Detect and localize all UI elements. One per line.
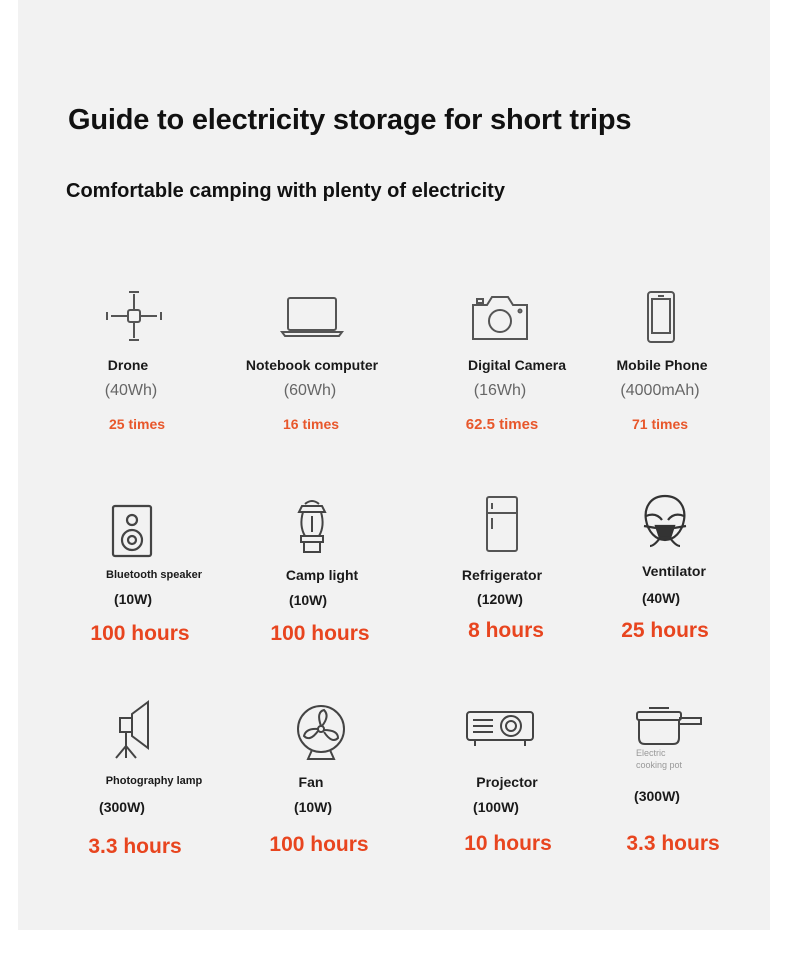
lantern-icon bbox=[277, 496, 347, 556]
usage-result: 3.3 hours bbox=[626, 832, 720, 855]
phone-icon bbox=[626, 287, 696, 347]
usage-result: 25 times bbox=[108, 416, 166, 432]
device-spec: (4000mAh) bbox=[620, 382, 700, 399]
usage-result: 100 hours bbox=[269, 833, 369, 856]
device-name: Fan bbox=[298, 774, 324, 790]
fan-icon bbox=[286, 702, 356, 762]
usage-result: 16 times bbox=[282, 416, 340, 432]
device-name: Refrigerator bbox=[461, 567, 543, 583]
device-name: Ventilator bbox=[642, 563, 706, 579]
drone-icon bbox=[99, 286, 169, 346]
device-name: Electric cooking pot bbox=[636, 748, 683, 770]
device-name: Notebook computer bbox=[245, 357, 379, 373]
device-spec: (10W) bbox=[293, 799, 333, 815]
device-name: Camp light bbox=[285, 567, 359, 583]
projector-icon bbox=[465, 700, 535, 760]
usage-result: 25 hours bbox=[621, 619, 709, 642]
device-spec: (300W) bbox=[634, 788, 680, 804]
device-spec: (60Wh) bbox=[283, 382, 337, 399]
device-spec: (16Wh) bbox=[473, 382, 527, 399]
device-name: Drone bbox=[107, 357, 149, 373]
device-name: Digital Camera bbox=[467, 357, 567, 373]
device-name: Photography lamp bbox=[105, 775, 203, 787]
usage-result: 71 times bbox=[631, 416, 689, 432]
device-spec: (40Wh) bbox=[104, 382, 158, 399]
page-title: Guide to electricity storage for short trips bbox=[68, 104, 632, 136]
device-spec: (120W) bbox=[477, 591, 523, 607]
device-spec: (100W) bbox=[473, 799, 519, 815]
device-spec: (10W) bbox=[288, 592, 328, 608]
ventilator-mask-icon bbox=[630, 490, 700, 550]
refrigerator-icon bbox=[467, 493, 537, 553]
device-spec: (300W) bbox=[99, 799, 145, 815]
camera-icon bbox=[465, 287, 535, 347]
device-spec: (40W) bbox=[641, 590, 681, 606]
usage-result: 100 hours bbox=[90, 622, 190, 645]
speaker-icon bbox=[97, 500, 167, 560]
device-name: Mobile Phone bbox=[616, 357, 708, 373]
device-name: Bluetooth speaker bbox=[106, 569, 202, 581]
device-spec: (10W) bbox=[113, 591, 153, 607]
laptop-icon bbox=[277, 288, 347, 348]
usage-result: 62.5 times bbox=[465, 416, 539, 433]
device-name: Projector bbox=[476, 774, 538, 790]
usage-result: 8 hours bbox=[468, 619, 544, 642]
usage-result: 10 hours bbox=[464, 832, 552, 855]
photography-lamp-icon bbox=[96, 700, 166, 760]
usage-result: 100 hours bbox=[270, 622, 370, 645]
usage-result: 3.3 hours bbox=[88, 835, 182, 858]
page-subtitle: Comfortable camping with plenty of electricity bbox=[66, 180, 505, 202]
